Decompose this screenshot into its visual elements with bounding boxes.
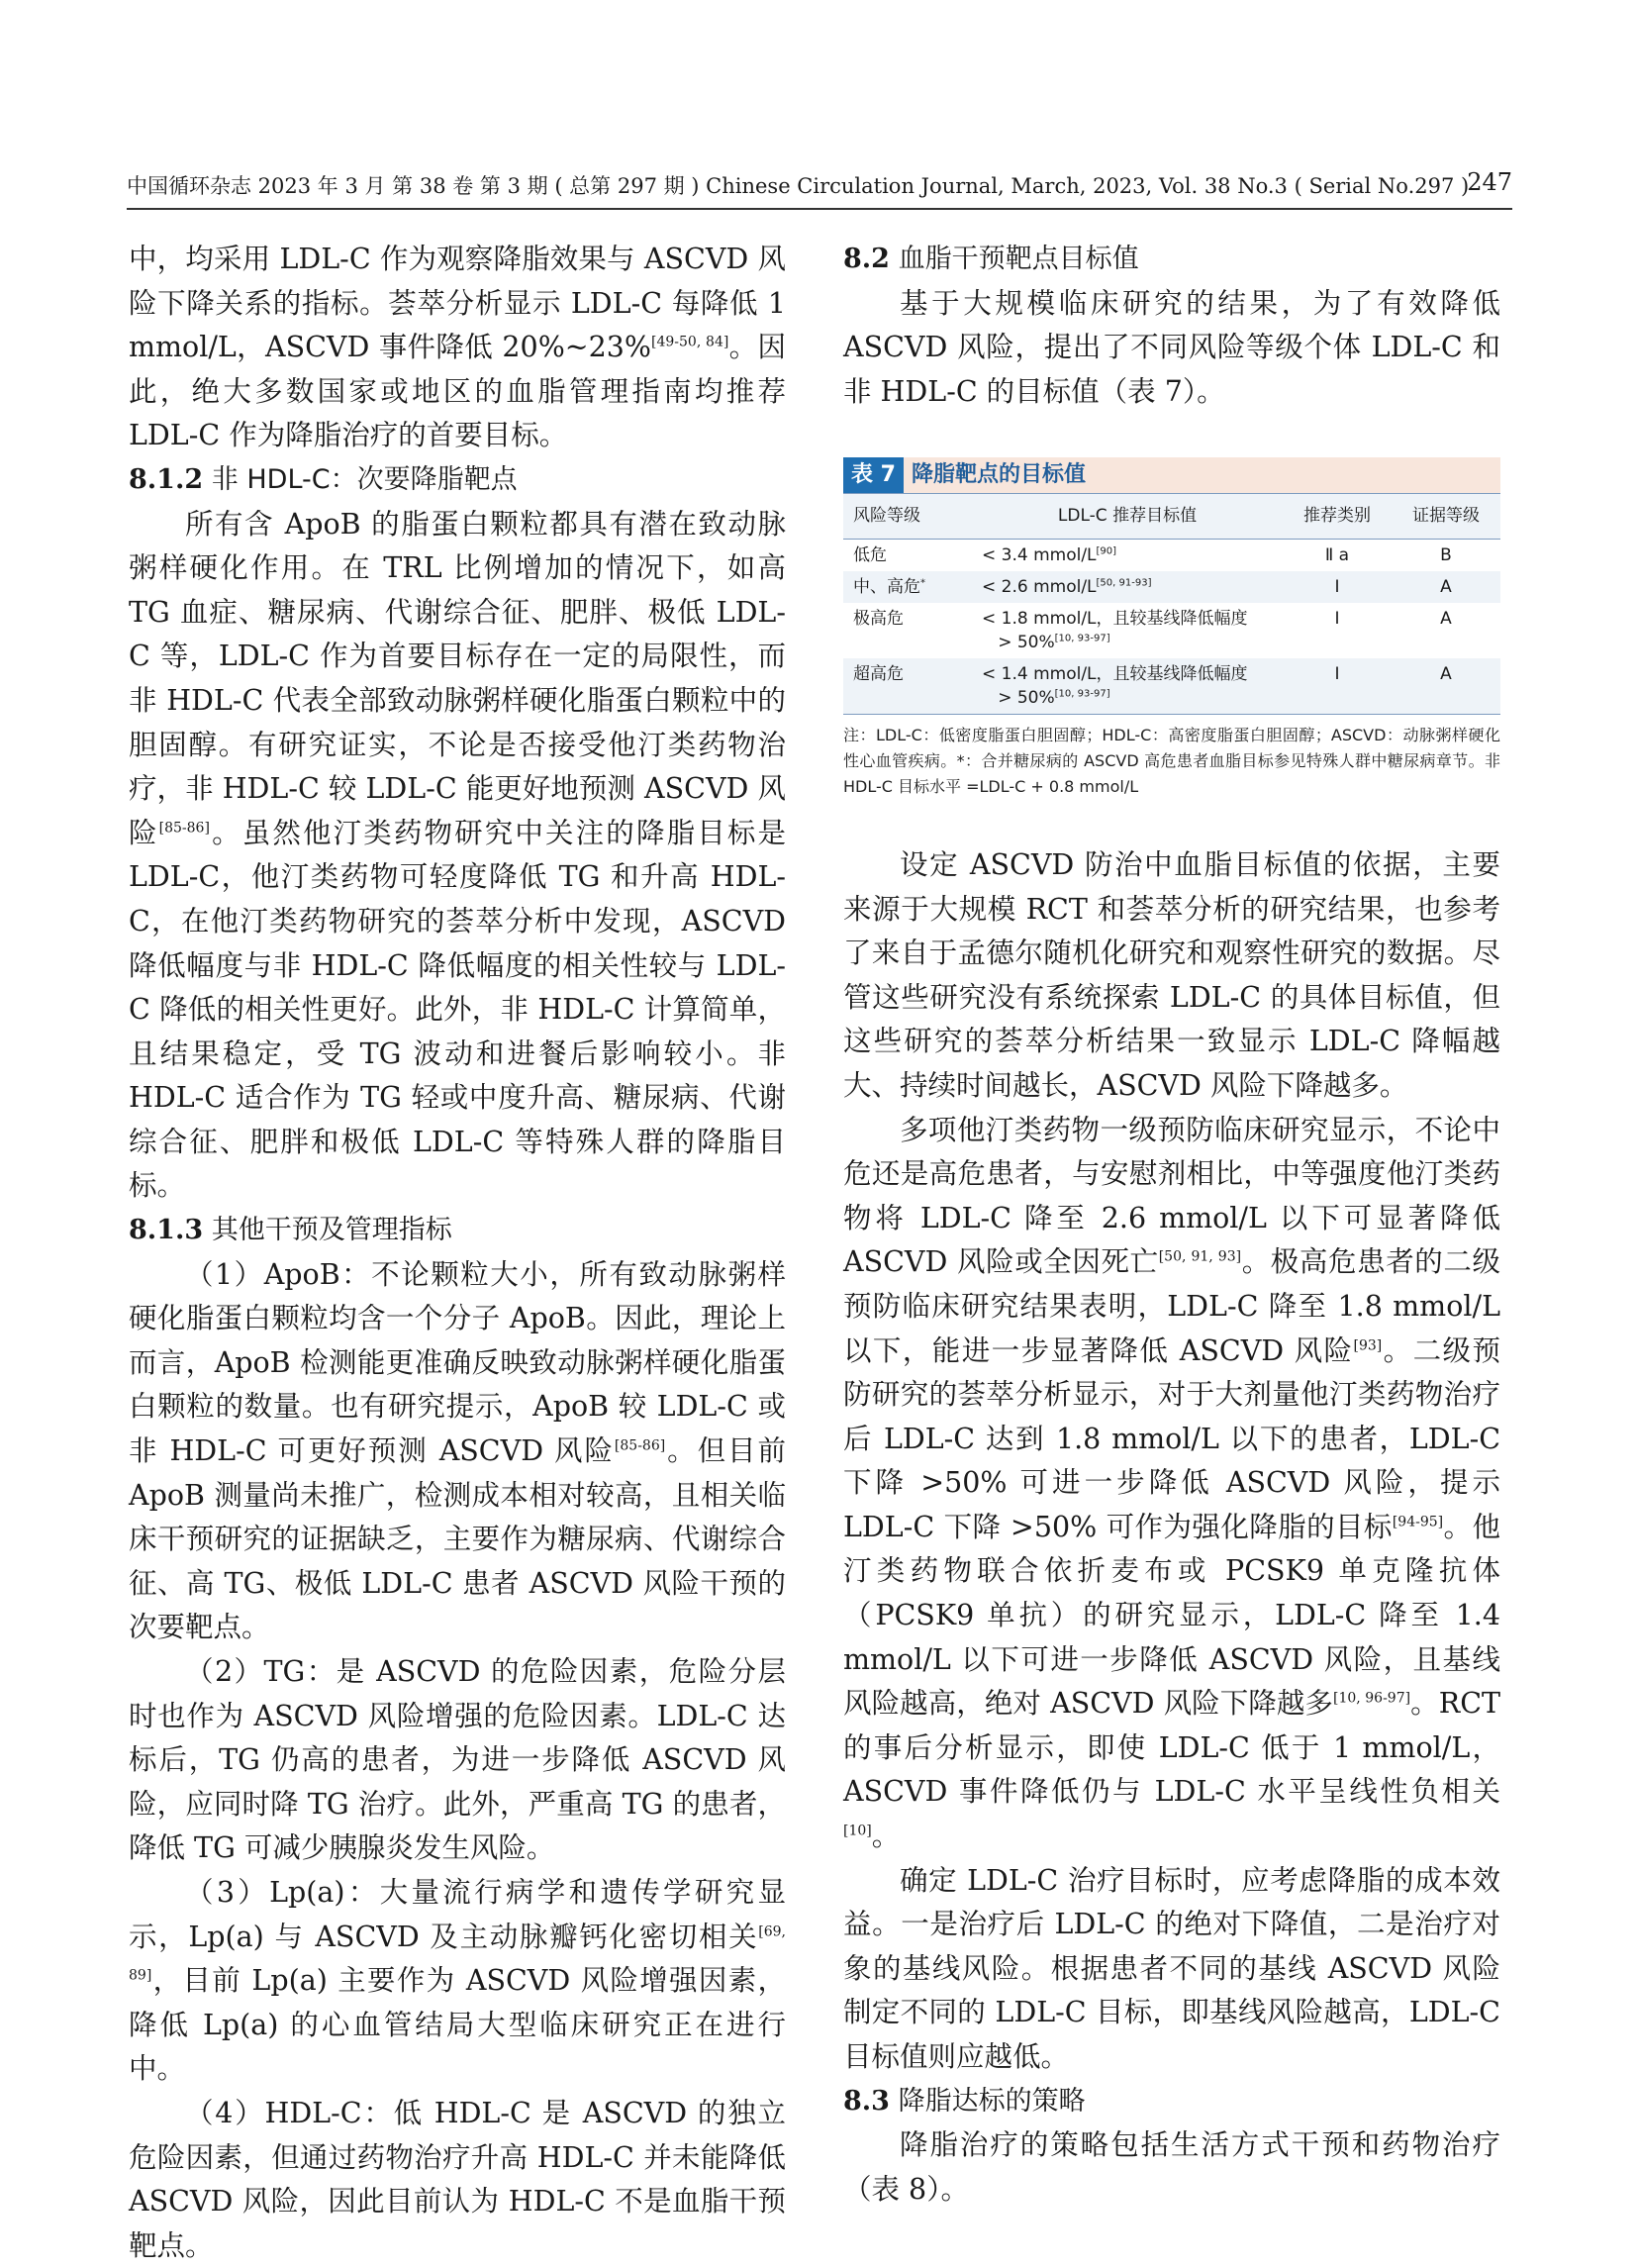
- column-header: 证据等级: [1392, 494, 1500, 540]
- column-header: LDL-C 推荐目标值: [972, 494, 1283, 540]
- class-cell: Ⅰ: [1283, 658, 1392, 715]
- paragraph: （2）TG：是 ASCVD 的危险因素，危险分层时也作为 ASCVD 风险增强的危险因素。LDL-C 达标后，TG 仍高的患者，为进一步降低 ASCVD 风险，应同时降 TG 治疗。此外，严重高 TG 的患者，降低 TG 可减少胰腺炎发生风险。: [129, 1655, 786, 1865]
- section-heading-8-3: 8.3 降脂达标的策略: [843, 2085, 1086, 2117]
- paragraph: 基于大规模临床研究的结果，为了有效降低 ASCVD 风险，提出了不同风险等级个体 LDL-C 和非 HDL-C 的目标值（表 7）。: [843, 286, 1500, 408]
- section-heading-8-2: 8.2 血脂干预靶点目标值: [843, 244, 1139, 274]
- paragraph: 中，均采用 LDL-C 作为观察降脂效果与 ASCVD 风险下降关系的指标。荟萃分析显示 LDL-C 每降低 1 mmol/L，ASCVD 事件降低 20%~23%[49-50, 84]。因此，绝大多数国家或地区的血脂管理指南均推荐 LDL-C 作为降脂治疗的首要目标。: [129, 243, 786, 452]
- citation: [69, 89]: [129, 1923, 786, 1984]
- paragraph: 设定 ASCVD 防治中血脂目标值的依据，主要来源于大规模 RCT 和荟萃分析的研究结果，也参考了来自于孟德尔随机化研究和观察性研究的数据。尽管这些研究没有系统探索 LDL-C 的具体目标值，但这些研究的荟萃分析结果一致显示 LDL-C 降幅越大、持续时间越长，ASCVD 风险下降越多。: [843, 847, 1500, 1102]
- paragraph: 降脂治疗的策略包括生活方式干预和药物治疗（表 8）。: [843, 2128, 1500, 2206]
- table-number: 表 7: [843, 457, 904, 493]
- risk-cell: 极高危: [853, 608, 904, 629]
- risk-cell: 低危: [853, 544, 887, 565]
- level-cell: B: [1440, 544, 1452, 565]
- target-cell: < 1.8 mmol/L，且较基线降低幅度 > 50%[10, 93-97]: [982, 608, 1248, 652]
- citation: [94-95]: [1392, 1514, 1444, 1530]
- table-row: [843, 658, 1500, 715]
- risk-cell: 超高危: [843, 658, 972, 715]
- table-title: 降脂靶点的目标值: [911, 462, 1086, 488]
- class-cell: Ⅰ: [1334, 608, 1340, 629]
- section-heading-8-1-3: 8.1.3 其他干预及管理指标: [129, 1215, 452, 1246]
- column-header: 推荐类别: [1283, 494, 1392, 540]
- left-column: [129, 238, 786, 2268]
- table-header-row: [843, 494, 1500, 540]
- running-header: [127, 170, 1512, 200]
- section-heading-8-1-2: 8.1.2 非 HDL-C：次要降脂靶点: [129, 463, 518, 495]
- table-title-bar: [843, 457, 1500, 493]
- table-row: [843, 603, 1500, 658]
- paragraph: （1）ApoB：不论颗粒大小，所有致动脉粥样硬化脂蛋白颗粒均含一个分子 ApoB。因此，理论上而言，ApoB 检测能更准确反映致动脉粥样硬化脂蛋白颗粒的数量。也有研究提示，ApoB 较 LDL-C 或非 HDL-C 可更好预测 ASCVD 风险[85-86]。但目前 ApoB 测量尚未推广，检测成本相对较高，且相关临床干预研究的证据缺乏，主要作为糖尿病、代谢综合征、高 TG、极低 LDL-C 患者 ASCVD 风险干预的次要靶点。: [129, 1257, 786, 1644]
- citation: [49-50, 84]: [651, 334, 729, 350]
- paragraph: 所有含 ApoB 的脂蛋白颗粒都具有潜在致动脉粥样硬化作用。在 TRL 比例增加的情况下，如高 TG 血症、糖尿病、代谢综合征、肥胖、极低 LDL-C 等，LDL-C 作为首要目标存在一定的局限性，而非 HDL-C 代表全部致动脉粥样硬化脂蛋白颗粒中的胆固醇。有研究证实，不论是否接受他汀类药物治疗，非 HDL-C 较 LDL-C 能更好地预测 ASCVD 风险[85-86]。虽然他汀类药物研究中关注的降脂目标是 LDL-C，他汀类药物可轻度降低 TG 和升高 HDL-C，在他汀类药物研究的荟萃分析中发现，ASCVD 降低幅度与非 HDL-C 降低幅度的相关性较与 LDL-C 降低的相关性更好。此外，非 HDL-C 计算简单，且结果稳定，受 TG 波动和进餐后影响较小。非 HDL-C 适合作为 TG 轻或中度升高、糖尿病、代谢综合征、肥胖和极低 LDL-C 等特殊人群的降脂目标。: [129, 507, 786, 1203]
- target-cell: < 2.6 mmol/L[50, 91-93]: [972, 571, 1283, 603]
- level-cell: A: [1392, 658, 1500, 715]
- citation: [10]: [843, 1823, 872, 1839]
- target-cell: < 1.4 mmol/L，且较基线降低幅度 > 50%[10, 93-97]: [972, 658, 1283, 715]
- citation: [10, 96-97]: [1333, 1690, 1411, 1707]
- target-cell: < 3.4 mmol/L[90]: [982, 544, 1117, 565]
- class-cell: Ⅱ a: [1324, 544, 1350, 565]
- paragraph: 确定 LDL-C 治疗目标时，应考虑降脂的成本效益。一是治疗后 LDL-C 的绝对下降值，二是治疗对象的基线风险。根据患者不同的基线 ASCVD 风险制定不同的 LDL-C 目标，即基线风险越高，LDL-C 目标值则应越低。: [843, 1863, 1500, 2073]
- risk-cell: 中、高危*: [843, 571, 972, 603]
- paragraph: 多项他汀类药物一级预防临床研究显示，不论中危还是高危患者，与安慰剂相比，中等强度他汀类药物将 LDL-C 降至 2.6 mmol/L 以下可显著降低 ASCVD 风险或全因死亡[50, 91, 93]。极高危患者的二级预防临床研究结果表明，LDL-C 降至 1.8 mmol/L 以下，能进一步显著降低 ASCVD 风险[93]。二级预防研究的荟萃分析显示，对于大剂量他汀类药物治疗后 LDL-C 达到 1.8 mmol/L 以下的患者，LDL-C 下降 >50% 可进一步降低 ASCVD 风险，提示 LDL-C 下降 >50% 可作为强化降脂的目标[94-95]。他汀类药物联合依折麦布或 PCSK9 单克隆抗体（PCSK9 单抗）的研究显示，LDL-C 降至 1.4 mmol/L 以下可进一步降低 ASCVD 风险，且基线风险越高，绝对 ASCVD 风险下降越多[10, 96-97]。RCT 的事后分析显示，即使 LDL-C 低于 1 mmol/L，ASCVD 事件降低仍与 LDL-C 水平呈线性负相关[10]。: [843, 1113, 1501, 1853]
- citation: [85-86]: [614, 1437, 666, 1454]
- class-cell: Ⅰ: [1283, 571, 1392, 603]
- header-divider: [127, 208, 1512, 210]
- running-title: 中国循环杂志 2023 年 3 月 第 38 卷 第 3 期 ( 总第 297 期 ) Chinese Circulation Journal, March, 2023, Vol. 38 No.3 ( Serial No.297 ): [127, 174, 1470, 198]
- citation: [85-86]: [158, 820, 210, 837]
- table-row: [843, 539, 1500, 571]
- table-7: [843, 457, 1500, 800]
- target-values-table: [843, 493, 1500, 715]
- table-note: 注：LDL-C：低密度脂蛋白胆固醇；HDL-C：高密度脂蛋白胆固醇；ASCVD：动脉粥样硬化性心血管疾病。*：合并糖尿病的 ASCVD 高危患者血脂目标参见特殊人群中糖尿病章节。非 HDL-C 目标水平 =LDL-C + 0.8 mmol/L: [843, 725, 1500, 796]
- level-cell: A: [1440, 608, 1452, 629]
- paragraph: （4）HDL-C：低 HDL-C 是 ASCVD 的独立危险因素，但通过药物治疗升高 HDL-C 并未能降低 ASCVD 风险，因此目前认为 HDL-C 不是血脂干预靶点。: [129, 2096, 786, 2262]
- table-row: [843, 571, 1500, 603]
- right-column: [843, 238, 1500, 2212]
- paragraph: （3）Lp(a)：大量流行病学和遗传学研究显示，Lp(a) 与 ASCVD 及主动脉瓣钙化密切相关[69, 89]，目前 Lp(a) 主要作为 ASCVD 风险增强因素，降低 Lp(a) 的心血管结局大型临床研究正在进行中。: [129, 1875, 786, 2086]
- citation: [50, 91, 93]: [1158, 1248, 1242, 1265]
- column-header: 风险等级: [843, 494, 972, 540]
- level-cell: A: [1392, 571, 1500, 603]
- citation: [93]: [1353, 1337, 1383, 1353]
- page-number: 247: [1467, 168, 1512, 196]
